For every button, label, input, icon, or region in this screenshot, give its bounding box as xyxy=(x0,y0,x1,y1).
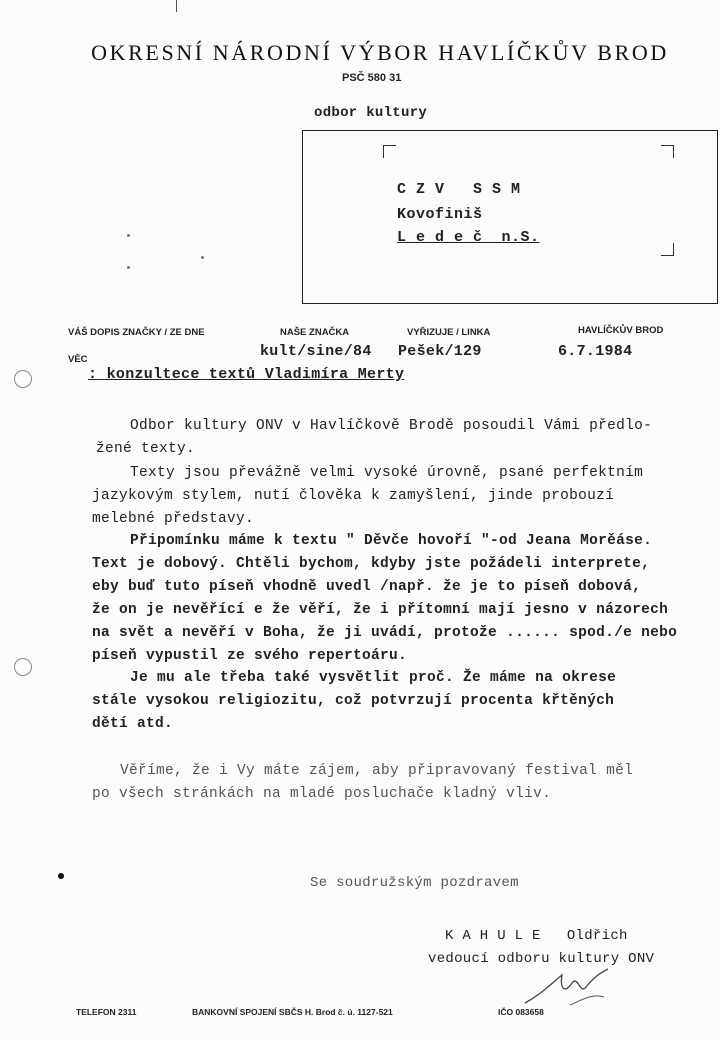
footer-bank: BANKOVNÍ SPOJENÍ SBČS H. Brod č. ú. 1127-521 xyxy=(192,1007,393,1017)
label-place: HAVLÍČKŮV BROD xyxy=(578,325,664,336)
recipient-line-1: C Z V S S M xyxy=(397,181,521,198)
punch-hole-bottom xyxy=(14,658,32,676)
speck xyxy=(127,234,130,237)
our-ref-value: kult/sine/84 xyxy=(260,343,372,360)
date-value: 6.7.1984 xyxy=(558,343,633,360)
label-our-ref: NAŠE ZNAČKA xyxy=(280,327,350,338)
signatory-name: K A H U L E Oldřich xyxy=(445,928,628,944)
office-title: OKRESNÍ NÁRODNÍ VÝBOR HAVLÍČKŮV BROD xyxy=(91,40,669,65)
body-line: píseň vypustil ze svého repertoáru. xyxy=(92,648,408,664)
body-line: po všech stránkách na mladé posluchače kladný vliv. xyxy=(92,786,552,802)
punch-hole-top xyxy=(14,370,32,388)
subject-label: VĚC xyxy=(68,354,88,365)
body-line: melebné představy. xyxy=(92,511,255,527)
department: odbor kultury xyxy=(314,105,428,121)
top-tick xyxy=(176,0,177,12)
postal-code: PSČ 580 31 xyxy=(342,72,402,84)
body-line: eby buď tuto píseň vhodně uvedl /např. že je to píseň dobová, xyxy=(92,579,642,595)
body-line: dětí atd. xyxy=(92,716,174,732)
recipient-line-2: Kovofiniš xyxy=(397,206,483,223)
body-line: Připomínku máme k textu " Děvče hovoří "-od Jeana Morěáse. xyxy=(130,533,653,549)
address-corner-mark xyxy=(661,243,674,256)
address-corner-mark xyxy=(661,145,674,158)
speck xyxy=(127,266,130,269)
body-line: Je mu ale třeba také vysvětlit proč. Že máme na okrese xyxy=(130,670,617,686)
body-line: žené texty. xyxy=(96,441,196,457)
body-line: Text je dobový. Chtěli bychom, kdyby jste požádeli interprete, xyxy=(92,556,651,572)
speck xyxy=(201,256,204,259)
closing-greeting: Se soudružským pozdravem xyxy=(310,875,519,891)
subject: : konzultece textů Vladimíra Merty xyxy=(88,366,405,383)
handled-by-value: Pešek/129 xyxy=(398,343,482,360)
body-line: na svět a nevěří v Boha, že ji uvádí, protože ...... spod./e nebo xyxy=(92,625,678,641)
address-box xyxy=(302,130,718,304)
footer-phone: TELEFON 2311 xyxy=(76,1007,137,1017)
label-your-letter: VÁŠ DOPIS ZNAČKY / ZE DNE xyxy=(68,327,205,338)
label-handled-by: VYŘIZUJE / LINKA xyxy=(407,327,491,338)
body-line: Odbor kultury ONV v Havlíčkově Brodě posoudil Vámi předlo- xyxy=(130,418,653,434)
body-line: Texty jsou převážně velmi vysoké úrovně, psané perfektním xyxy=(130,465,644,481)
footer-ico: IČO 083658 xyxy=(498,1007,544,1017)
body-line: jazykovým stylem, nutí člověka k zamyšlení, jinde probouzí xyxy=(92,488,615,504)
ink-dot xyxy=(58,873,64,879)
body-line: že on je nevěřící e že věří, že i přítomní mají jesno v názorech xyxy=(92,602,669,618)
body-line: stále vysokou religiozitu, což potvrzují procenta křtěných xyxy=(92,693,615,709)
address-corner-mark xyxy=(383,145,396,158)
signatory-title: vedoucí odboru kultury ONV xyxy=(428,951,655,967)
recipient-line-3: L e d e č n.S. xyxy=(397,229,540,246)
body-line: Věříme, že i Vy máte zájem, aby připravovaný festival měl xyxy=(120,763,634,779)
